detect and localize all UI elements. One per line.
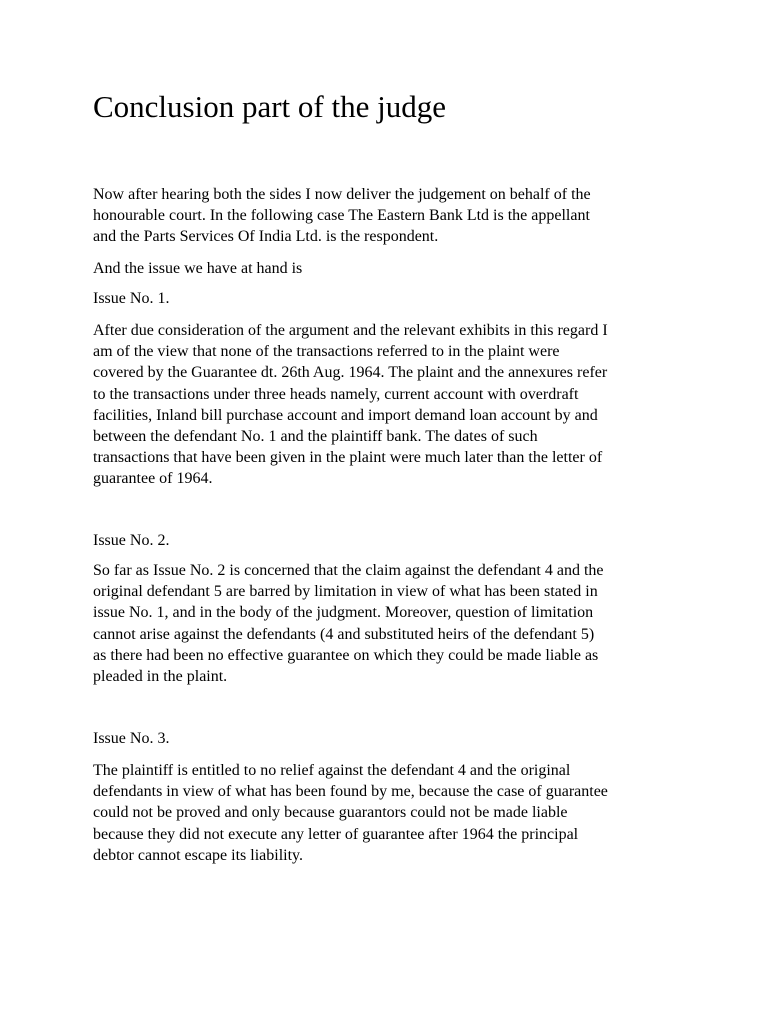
issue-intro-line: And the issue we have at hand is bbox=[93, 260, 303, 277]
issue-3-body bbox=[93, 760, 693, 866]
paragraph-line: pleaded in the plaint. bbox=[93, 668, 228, 686]
paragraph-line: Now after hearing both the sides I now deliver the judgement on behalf of the bbox=[93, 186, 591, 203]
paragraph-line: to the transactions under three heads namely, current account with overdraft bbox=[93, 385, 579, 403]
issue-1-body bbox=[93, 320, 693, 490]
paragraph-line: original defendant 5 are barred by limitation in view of what has been stated in bbox=[93, 583, 598, 601]
paragraph-line: The plaintiff is entitled to no relief against the defendant 4 and the original bbox=[93, 762, 571, 779]
paragraph-line: honourable court. In the following case The Eastern Bank Ltd is the appellant bbox=[93, 207, 590, 225]
intro-paragraph bbox=[93, 184, 693, 248]
issue-3-heading: Issue No. 3. bbox=[93, 730, 170, 747]
paragraph-line: issue No. 1, and in the body of the judgment. Moreover, question of limitation bbox=[93, 604, 594, 622]
paragraph-line: guarantee of 1964. bbox=[93, 470, 213, 488]
paragraph-line: After due consideration of the argument and the relevant exhibits in this regard I bbox=[93, 322, 608, 339]
document-title: Conclusion part of the judge bbox=[93, 89, 446, 124]
issue-1-heading: Issue No. 1. bbox=[93, 290, 170, 307]
paragraph-line: could not be proved and only because guarantors could not be made liable bbox=[93, 804, 568, 822]
issue-2-body bbox=[93, 560, 693, 687]
paragraph-line: transactions that have been given in the plaint were much later than the letter of bbox=[93, 449, 603, 467]
paragraph-line: am of the view that none of the transactions referred to in the plaint were bbox=[93, 343, 560, 361]
issue-2-heading: Issue No. 2. bbox=[93, 532, 170, 549]
paragraph-line: and the Parts Services Of India Ltd. is the respondent. bbox=[93, 228, 439, 246]
paragraph-line: So far as Issue No. 2 is concerned that the claim against the defendant 4 and the bbox=[93, 562, 604, 579]
paragraph-line: covered by the Guarantee dt. 26th Aug. 1964. The plaint and the annexures refer bbox=[93, 364, 608, 382]
paragraph-line: because they did not execute any letter of guarantee after 1964 the principal bbox=[93, 825, 579, 843]
paragraph-line: cannot arise against the defendants (4 and substituted heirs of the defendant 5) bbox=[93, 625, 595, 643]
paragraph-line: debtor cannot escape its liability. bbox=[93, 846, 304, 864]
paragraph-line: between the defendant No. 1 and the plaintiff bank. The dates of such bbox=[93, 428, 538, 446]
paragraph-line: facilities, Inland bill purchase account and import demand loan account by and bbox=[93, 406, 598, 424]
paragraph-line: as there had been no effective guarantee on which they could be made liable as bbox=[93, 646, 599, 664]
paragraph-line: defendants in view of what has been found by me, because the case of guarantee bbox=[93, 783, 608, 801]
